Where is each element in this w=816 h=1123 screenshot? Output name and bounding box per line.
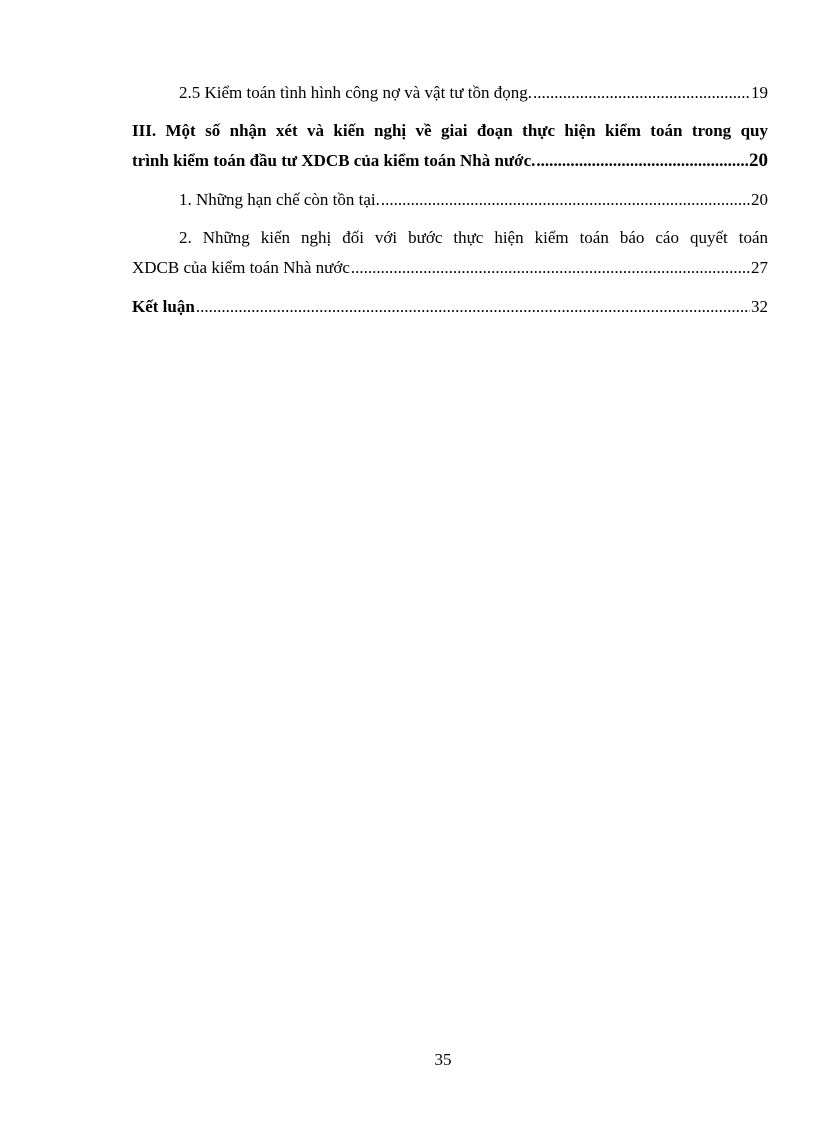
toc-entry-2[interactable] — [132, 223, 768, 283]
toc-dot-leader — [533, 78, 750, 108]
toc-dot-leader — [351, 253, 750, 283]
toc-entry-text: Kết luận — [132, 297, 195, 316]
toc-entry-text: 2.5 Kiểm toán tình hình công nợ và vật tư tồn đọng. — [179, 83, 532, 102]
page-number: 35 — [434, 1050, 452, 1069]
toc-entry-text-line1: III. Một số nhận xét và kiến nghị về giai đoạn thực hiện kiểm toán trong quy — [132, 121, 768, 140]
toc-entry-1[interactable] — [132, 185, 768, 215]
toc-dot-leader — [536, 146, 748, 176]
toc-entry-text-line1: 2. Những kiến nghị đối với bước thực hiện kiểm toán báo cáo quyết toán — [179, 228, 768, 247]
toc-entry-2-5[interactable] — [132, 78, 768, 108]
toc-page-number: 20 — [749, 150, 768, 171]
toc-entry-text: 1. Những hạn chế còn tồn tại. — [179, 190, 380, 209]
toc-entry-section-iii[interactable] — [132, 116, 768, 176]
toc-page-number: 20 — [751, 190, 768, 209]
toc-dot-leader — [196, 292, 750, 322]
toc-page-number: 19 — [751, 83, 768, 102]
toc-page-number: 27 — [751, 258, 768, 277]
toc-entry-text-line2: trình kiểm toán đầu tư XDCB của kiểm toán Nhà nước. — [132, 151, 536, 170]
table-of-contents — [132, 78, 768, 322]
toc-entry-conclusion[interactable] — [132, 292, 768, 322]
toc-entry-text-line2: XDCB của kiểm toán Nhà nước — [132, 258, 350, 277]
toc-page-number: 32 — [751, 297, 768, 316]
toc-dot-leader — [381, 185, 750, 215]
